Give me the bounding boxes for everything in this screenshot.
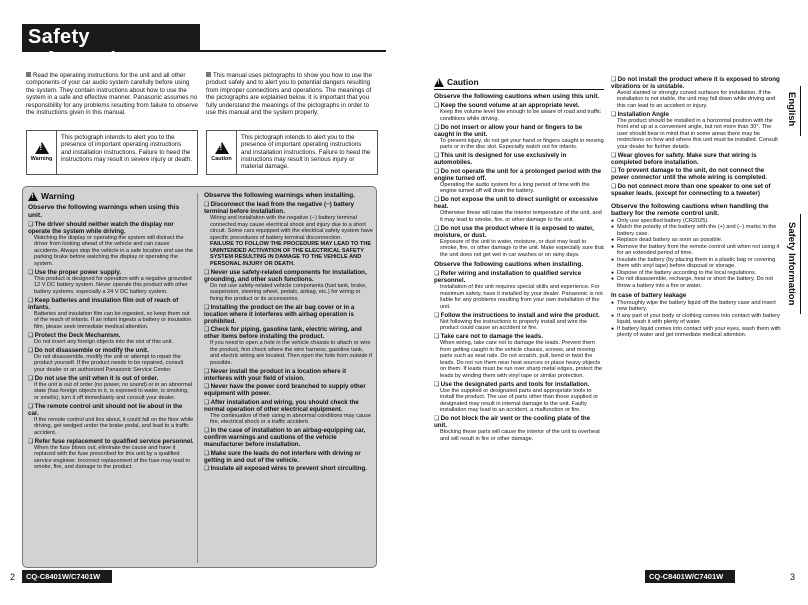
model-number-right: CQ-C8401W/C7401W [645, 570, 735, 583]
item-bold-note: FAILURE TO FOLLOW THE PROCEDURE MAY LEAD TO THE UNINTENDED ACTIVATION OF THE ELECTRICAL SAFETY SYSTEM RESULTING IN DAMAGE TO THE VEHICLE AND PERSONAL INJURY OR DEATH. [210, 241, 372, 267]
item-heading: ❑ Do not install the product where it is exposed to strong vibrations or is unstable. [611, 76, 781, 90]
item-heading: ❑ Refer fuse replacement to qualified service personnel. [28, 438, 194, 445]
item-heading: ❑ Never have the power cord branched to supply other equipment with power. [204, 383, 374, 397]
page-title: Safety Information [22, 24, 200, 52]
item-body: Operating the audio system for a long period of time with the engine turned off will drain the battery. [440, 181, 590, 195]
caution-icon [434, 78, 444, 87]
warning-heading: ! Warning [28, 192, 194, 201]
item-heading: ❑ Insulate all exposed wires to prevent short circuiting. [204, 465, 374, 472]
item-heading: ❑ Check for piping, gasoline tank, electric wiring, and other items before installing the product. [204, 326, 374, 340]
right-item-list [611, 76, 781, 197]
list-item: ● Insulate the battery (by placing them in a plastic bag or covering them with vinyl tape) before disposal or storage. [611, 257, 781, 270]
item-heading: ❑ Follow the instructions to install and wire the product. [434, 312, 604, 319]
caution-use-heading: Observe the following cautions when using this unit. [434, 93, 600, 100]
item-heading: ❑ Do not insert or allow your hand or fingers to be caught in the unit. [434, 124, 604, 138]
item-body: Wiring and installation with the negative (−) battery terminal connected may cause electrical shock and injury due to a short circuit. Some cars equipped with the electrical safety system have specific procedures of battery terminal disconnection. [210, 215, 373, 241]
item-heading: ❑ The remote control unit should not lie about in the car. [28, 403, 194, 417]
item-heading: ❑ Never install the product in a location where it interferes with your field of vision. [204, 368, 374, 382]
item-heading: ❑ Do not use the product where it is exposed to water, moisture, or dust. [434, 225, 604, 239]
list-item: ● Thoroughly wipe the battery liquid off the battery case and insert new battery. [611, 300, 781, 313]
right-column [611, 74, 781, 339]
caution-column [434, 78, 604, 442]
item-body: When wiring, take care not to damage the leads. Prevent them from getting caught in the vehicle chassis, screws, and moving parts such as seat rails. Do not scratch, pull, bend or twist the leads. Do not run them near heat sources or place heavy objects on them. If leads must be run over sharp metal edges, protect the leads by winding them with vinyl tape or similar protection. [440, 340, 602, 379]
list-item: ● If battery liquid comes into contact with your eyes, wash them with plenty of water and get immediate medical attention. [611, 326, 781, 339]
intro-right: This manual uses pictographs to show you how to use the product safely and to alert you to potential dangers resulting from improper connections and operations. The meanings of the pictographs are explained below. It is important that you fully understand the meanings of the pictographs in order to use this manual and the system properly. [206, 72, 372, 117]
legend-caution: ! Caution This pictograph intends to alert you to the presence of important operating instructions and installation instructions. Failure to heed the instructions may result in serious injury or material damage. [206, 130, 378, 175]
item-heading: ❑ Protect the Deck Mechanism. [28, 332, 194, 339]
battery-heading: Observe the following cautions when handling the battery for the remote control unit. [611, 202, 769, 218]
item-body: Installation of this unit requires special skills and experience. For maximum safety, have it installed by your dealer. Panasonic is not liable for any problems resulting from your own installation of the unit. [440, 284, 603, 310]
list-item: ● Replace dead battery as soon as possible. [611, 237, 781, 244]
warning-use-list [28, 221, 194, 471]
square-bullet-icon [26, 72, 31, 77]
leakage-list [611, 300, 781, 339]
caution-install-heading: Observe the following cautions when installing. [434, 261, 584, 269]
item-body: If the remote control unit lies about, it could fall on the floor while driving, get wedged under the brake pedal, and lead to a traffic accident. [34, 416, 194, 436]
item-heading: ❑ Wear gloves for safety. Make sure that wiring is completed before installation. [611, 152, 781, 166]
list-item: ● If any part of your body or clothing comes into contact with battery liquid, wash it with plenty of water. [611, 313, 781, 326]
item-body: If the unit is out of order (no power, no sound) or in an abnormal state (has foreign objects in it, is exposed to water, is smoking, or smells), turn it off immediately and consult your dealer. [34, 381, 192, 401]
item-heading: ❑ Installation Angle [611, 111, 781, 118]
item-heading: ❑ Make sure the leads do not interfere with driving or getting in and out of the vehicle. [204, 450, 374, 464]
leakage-heading: In case of battery leakage [611, 292, 687, 300]
item-heading: ❑ To prevent damage to the unit, do not connect the power connector until the whole wiring is completed. [611, 167, 781, 181]
item-body: Use the supplied or designated parts and appropriate tools to install the product. The use of parts other than those supplied or designated may result in internal damage to the unit. Faulty installation may lead to an accident, a malfunction or fire. [440, 387, 599, 414]
item-body: Not following the instructions to properly install and wire the product could cause an accident or fire. [440, 318, 588, 332]
item-body: This product is designed for operation with a negative grounded 12 V DC battery system. Never operate this product with other battery systems, especially a 24 V DC battery system. [34, 275, 192, 295]
item-body: Batteries and insulation film can be ingested, so keep them out of the reach of infants. If an infant ingests a battery or insulation film, please seek immediate medical attention. [34, 310, 192, 330]
item-heading: ❑ Do not block the air vent or the cooling plate of the unit. [434, 415, 604, 429]
list-item: ● Do not disassemble, recharge, heat or short the battery. Do not throw a battery into a fire or water. [611, 276, 781, 289]
caution-triangle-icon [215, 142, 229, 154]
item-heading: ❑ This unit is designed for use exclusively in automobiles. [434, 152, 604, 166]
caution-use-list [434, 102, 604, 258]
intro-left: Read the operating instructions for the unit and all other components of your car audio system carefully before using the system. They contain instructions about how to use the system in a safe and effective manner. Panasonic assumes no responsibility for any problems resulting from failure to observe the instructions given in this manual. [26, 72, 198, 117]
item-heading: ❑ Do not expose the unit to direct sunlight or excessive heat. [434, 196, 604, 210]
tab-rule-english [800, 86, 801, 136]
battery-list [611, 218, 781, 290]
item-heading: ❑ Keep batteries and insulation film out of reach of infants. [28, 297, 194, 311]
item-body: Watching the display or operating the system will distract the driver from looking ahead of the vehicle and can cause accidents. Always stop the vehicle in a safe location and use the parking brake before watching the display or operating the system. [34, 234, 193, 267]
caution-install-list [434, 270, 604, 442]
list-item: ● Dispose of the battery according to the local regulations. [611, 270, 781, 277]
item-body: If you need to open a hole in the vehicle chassis to attach or wire the product, first check where the wire harness, gasoline tank, and electric wiring are located. Then open the hole from outside if possible. [210, 340, 372, 366]
item-heading: ❑ Refer wiring and installation to qualified service personnel. [434, 270, 604, 284]
warning-triangle-icon [35, 142, 49, 154]
item-body: Otherwise these will raise the interior temperature of the unit, and it may lead to smoke, fire, or other damage to the unit. [440, 210, 602, 223]
item-body: Do not insert any foreign objects into the slot of this unit. [34, 338, 173, 345]
item-body: Exposure of the unit to water, moisture, or dust may lead to smoke, fire, or other damage to the unit. Make especially sure that the unit does not get wet in car washes or on rainy days. [440, 238, 604, 258]
tab-rule-safety [800, 214, 801, 314]
item-body: When the fuse blows out, eliminate the cause and have it replaced with the fuse prescribed for this unit by a qualified service engineer. Incorrect replacement of the fuse may lead to smoke, fire, and damage to the product. [34, 444, 191, 471]
caution-heading: ! Caution [434, 78, 604, 90]
item-heading: ❑ Disconnect the lead from the negative (−) battery terminal before installation. [204, 201, 374, 215]
item-body: Do not disassemble, modify the unit or attempt to repair the product yourself. If the product needs to be repaired, consult your dealer or an authorized Panasonic Service Center. [34, 353, 184, 373]
warning-install-heading: Observe the following warnings when installing. [204, 192, 355, 199]
item-body: Blocking these parts will cause the interior of the unit to overheat and will result in fire or other damage. [440, 429, 600, 442]
tab-safety-information: Safety Information [786, 222, 797, 306]
item-heading: ❑ Do not connect more than one speaker to one set of speaker leads. (except for connecting to a tweeter) [611, 183, 781, 197]
item-body: The continuation of their using in abnormal conditions may cause fire, electrical shock or a traffic accident. [210, 412, 372, 426]
item-heading: ❑ Keep the sound volume at an appropriate level. [434, 102, 604, 109]
list-item: ● Match the polarity of the battery with the (+) and (−) marks in the battery case. [611, 224, 781, 237]
item-heading: ❑ Never use safety-related components for installation, grounding, and other such functions. [204, 269, 374, 283]
model-number-left: CQ-C8401W/C7401W [22, 570, 112, 583]
item-heading: ❑ Do not disassemble or modify the unit. [28, 347, 194, 354]
warning-use-column [28, 192, 194, 471]
warning-install-column [204, 192, 374, 472]
page-number-right: 3 [790, 572, 796, 582]
item-heading: ❑ Installing the product on the air bag cover or in a location where it interferes with airbag operation is prohibited. [204, 304, 374, 325]
item-heading: ❑ In the case of installation to an airbag-equipping car, confirm warnings and cautions of the vehicle manufacturer before installation. [204, 427, 374, 448]
item-heading: ❑ Use the designated parts and tools for installation. [434, 381, 604, 388]
warning-use-heading: Observe the following warnings when using this unit. [28, 204, 180, 219]
item-heading: ❑ Do not use the unit when it is out of order. [28, 375, 194, 382]
legend-warning: ! Warning This pictograph intends to alert you to the presence of important operating instructions and installation instructions. Failure to heed the instructions may result in severe injury or death. [26, 130, 198, 175]
title-rule [200, 50, 386, 52]
item-body: Keep the volume level low enough to be aware of road and traffic conditions while driving. [440, 109, 601, 122]
list-item: ● Only use specified battery (CR2025). [611, 218, 781, 225]
page-number-left: 2 [10, 572, 16, 582]
warning-icon [28, 192, 38, 201]
tab-english: English [786, 92, 797, 127]
item-body: To prevent injury, do not get your hand or fingers caught in moving parts or in the disc slot. Especially watch out for infants. [440, 137, 604, 151]
square-bullet-icon [206, 72, 211, 77]
list-item: ● Remove the battery from the remote control unit when not using it for an extended period of time. [611, 244, 781, 257]
item-body: Avoid slanted or strongly curved surfaces for installation. If the installation is not stable, the unit may fall down while driving and this can lead to an accident or injury. [617, 89, 776, 109]
item-heading: ❑ Take care not to damage the leads. [434, 333, 604, 340]
item-body: Do not use safety-related vehicle components (fuel tank, brake, suspension, steering wheel, pedals, airbag, etc.) for wiring or fixing the product or its accessories. [210, 282, 367, 302]
item-body: The product should be installed in a horizontal position with the front end up at a convenient angle, but not more than 30°. The user should bear in mind that in some areas there may be restrictions on how and where this unit must be installed. Consult your dealer for further details. [617, 117, 778, 150]
item-heading: ❑ Do not operate the unit for a prolonged period with the engine turned off. [434, 168, 604, 182]
item-heading: ❑ Use the proper power supply. [28, 269, 194, 276]
item-heading: ❑ The driver should neither watch the display nor operate the system while driving. [28, 221, 194, 235]
warning-install-list [204, 201, 374, 472]
item-heading: ❑ After installation and wiring, you should check the normal operation of other electrical equipment. [204, 399, 374, 413]
